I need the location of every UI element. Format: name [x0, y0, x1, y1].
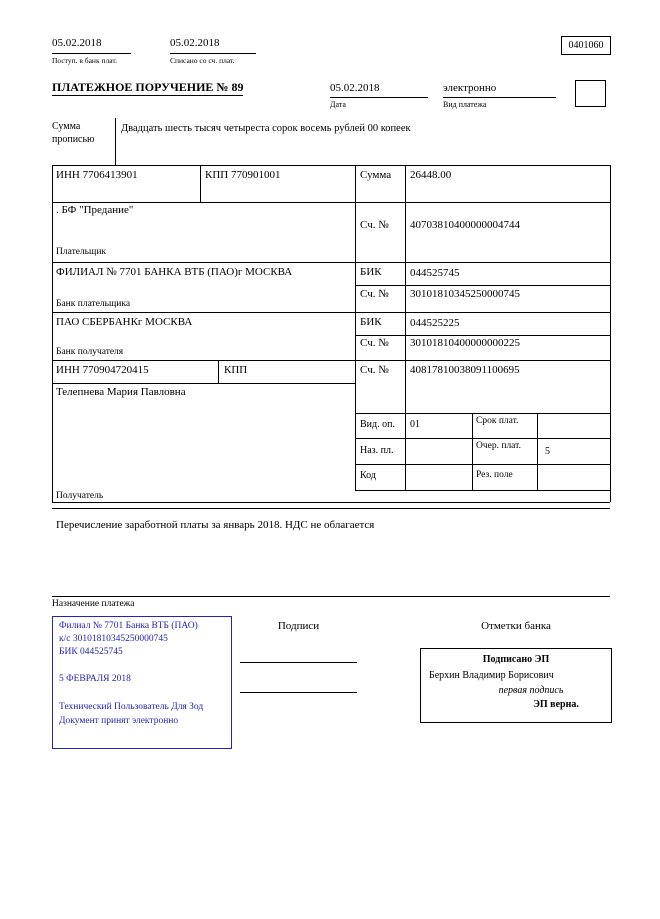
rule-subtable-2 — [355, 464, 610, 465]
rule-payee-bank-bottom — [52, 360, 610, 361]
naz-pl-label: Наз. пл. — [360, 445, 394, 456]
vid-op-value: 01 — [410, 419, 420, 430]
payer-caption: Плательщик — [56, 247, 107, 257]
payer-account: 40703810400000004744 — [410, 219, 520, 231]
purpose-text: Перечисление заработной платы за январь 2018. НДС не облагается — [56, 519, 375, 531]
rule-payee-inn-row — [52, 383, 355, 384]
payer-kpp: КПП 770901001 — [205, 169, 281, 181]
date-debited-value: 05.02.2018 — [170, 37, 220, 49]
signature-line-1 — [240, 662, 357, 663]
payer-bank-account-label: Сч. № — [360, 288, 389, 300]
bank-stamp — [52, 616, 232, 749]
payment-kind-label: Вид платежа — [443, 100, 487, 109]
payer-bank-bik: 044525745 — [410, 267, 460, 279]
bank-stamp-user: Технический Пользователь Для Зод — [59, 702, 204, 712]
purpose-caption: Назначение платежа — [52, 599, 135, 609]
payer-bank-caption: Банк плательщика — [56, 299, 131, 309]
rez-pole-label: Рез. поле — [476, 470, 513, 480]
rule-payee-bank-bik — [355, 335, 610, 336]
bank-marks-title: Отметки банка — [481, 620, 551, 632]
rule-payer-bank-bik — [355, 285, 610, 286]
subtable-divider-1 — [472, 413, 473, 490]
vid-op-label: Вид. оп. — [360, 419, 395, 430]
rule-subtable-bottom — [355, 490, 610, 491]
esign-stamp — [420, 648, 612, 723]
date-received-value: 05.02.2018 — [52, 37, 102, 49]
form-code: 0401060 — [568, 40, 604, 51]
doc-date-label: Дата — [330, 100, 346, 109]
payer-bank-name: ФИЛИАЛ № 7701 БАНКА ВТБ (ПАО)г МОСКВА — [56, 266, 293, 278]
payer-account-label: Сч. № — [360, 219, 389, 231]
payer-inn: ИНН 7706413901 — [56, 169, 138, 181]
ocher-plat-label: Очер. плат. — [476, 441, 521, 451]
amount-words-divider — [115, 118, 116, 165]
payee-bank-account-label: Сч. № — [360, 337, 389, 349]
payee-account: 40817810038091100695 — [410, 364, 520, 376]
amount-words-label: Сумма прописью — [52, 121, 95, 145]
subtable-divider-2 — [537, 413, 538, 490]
esign-valid: ЭП верна. — [533, 699, 579, 710]
signatures-title: Подписи — [277, 620, 320, 632]
signature-line-2 — [240, 692, 357, 693]
esign-name: Берхин Владимир Борисович — [429, 670, 554, 681]
payee-inn: ИНН 770904720415 — [56, 364, 149, 376]
payee-caption: Получатель — [56, 491, 104, 501]
amount-value: 26448.00 — [410, 169, 452, 181]
esign-title: Подписано ЭП — [482, 654, 550, 665]
rule-inn-row — [52, 202, 610, 203]
amount-label: Сумма — [360, 169, 392, 181]
payee-bank-caption: Банк получателя — [56, 347, 124, 357]
table-right-border — [610, 165, 611, 502]
bank-stamp-branch: Филиал № 7701 Банка ВТБ (ПАО) — [59, 621, 198, 631]
kod-label: Код — [360, 470, 376, 481]
date-debited-label: Списано со сч. плат. — [170, 56, 235, 65]
payment-kind-value: электронно — [443, 82, 497, 94]
rule-subtable-1 — [355, 438, 610, 439]
date-received-underline — [52, 53, 131, 54]
payer-bank-account: 30101810345250000745 — [410, 288, 520, 300]
payee-name: Телепнева Мария Павловна — [56, 386, 186, 398]
rule-purpose — [52, 596, 610, 597]
table-top-rule — [52, 165, 610, 166]
form-code-box — [561, 36, 611, 55]
values-column-border — [405, 165, 406, 490]
date-received-label: Поступ. в банк плат. — [52, 56, 117, 65]
doc-date-underline — [330, 97, 428, 98]
table-left-border — [52, 165, 53, 502]
labels-column-border — [355, 165, 356, 490]
esign-role: первая подпись — [498, 685, 564, 696]
payee-kpp-label: КПП — [224, 364, 248, 376]
status-box — [575, 80, 606, 107]
payer-name: . БФ "Предание" — [56, 204, 134, 216]
rule-table-bottom-2 — [52, 508, 610, 509]
payment-kind-underline — [443, 97, 556, 98]
payee-bank-bik: 044525225 — [410, 317, 460, 329]
payee-account-label: Сч. № — [360, 364, 389, 376]
rule-table-bottom-1 — [52, 502, 610, 503]
rule-payer-bottom — [52, 262, 610, 263]
payer-bank-bik-label: БИК — [360, 266, 382, 278]
date-debited-underline — [170, 53, 256, 54]
inn-kpp-divider-2 — [218, 360, 219, 383]
document-title: ПЛАТЕЖНОЕ ПОРУЧЕНИЕ № 89 — [52, 80, 244, 94]
ocher-plat-value: 5 — [545, 446, 550, 457]
payee-bank-name: ПАО СБЕРБАНКг МОСКВА — [56, 316, 193, 328]
srok-plat-label: Срок плат. — [476, 416, 519, 426]
bank-stamp-status: Документ принят электронно — [59, 716, 179, 726]
inn-kpp-divider-1 — [200, 165, 201, 202]
rule-subtable-top — [355, 413, 610, 414]
amount-words-value: Двадцать шесть тысяч четыреста сорок восемь рублей 00 копеек — [121, 123, 411, 134]
bank-stamp-corr-account: к/с 30101810345250000745 — [59, 634, 168, 644]
bank-stamp-date: 5 ФЕВРАЛЯ 2018 — [59, 674, 131, 684]
rule-payer-bank-bottom — [52, 312, 610, 313]
payee-bank-account: 30101810400000000225 — [410, 337, 520, 349]
payee-bank-bik-label: БИК — [360, 316, 382, 328]
doc-date-value: 05.02.2018 — [330, 82, 380, 94]
bank-stamp-bik: БИК 044525745 — [59, 647, 123, 657]
